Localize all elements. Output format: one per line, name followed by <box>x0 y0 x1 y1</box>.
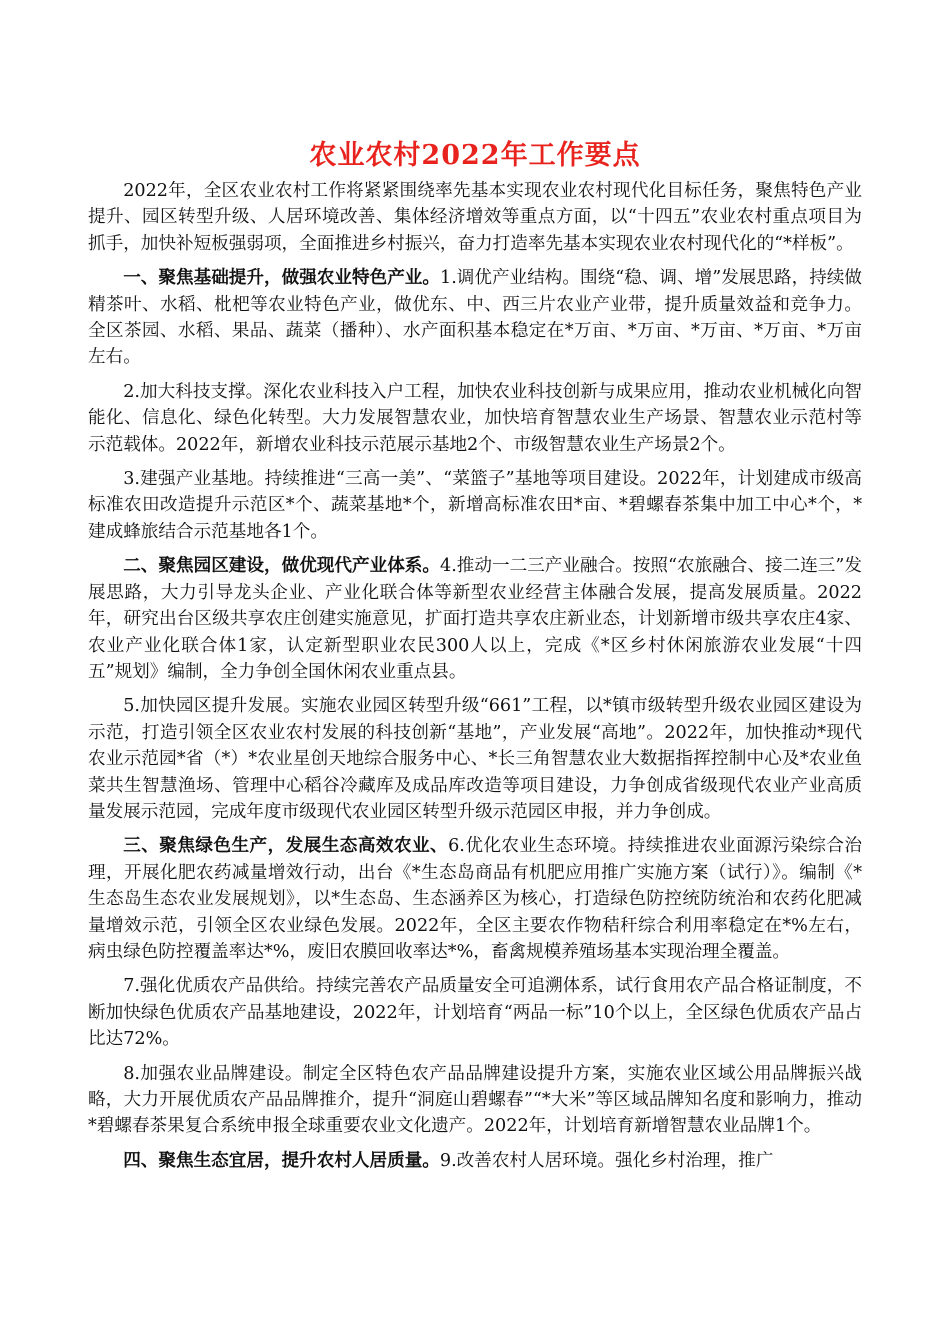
section-heading: 三、聚焦绿色生产，发展生态高效农业、 <box>123 836 449 857</box>
paragraph-item-7 <box>88 973 862 1052</box>
section-heading: 一、聚焦基础提升，做强农业特色产业。 <box>123 268 440 289</box>
section-heading: 四、聚焦生态宜居，提升农村人居质量。 <box>123 1150 440 1171</box>
paragraph-section-3 <box>88 833 862 965</box>
paragraph-item-3 <box>88 466 862 545</box>
paragraph-text: 2022年，全区农业农村工作将紧紧围绕率先基本实现农业农村现代化目标任务，聚焦特色产业提升、园区转型升级、人居环境改善、集体经济增效等重点方面，以“十四五”农业农村重点项目为抓手，加快补短板强弱项，全面推进乡村振兴，奋力打造率先基本实现农业农村现代化的“*样板”。 <box>88 181 862 254</box>
paragraph-section-2 <box>88 553 862 685</box>
paragraph-item-5 <box>88 693 862 825</box>
paragraph-text: 3.建强产业基地。持续推进“三高一美”、“菜篮子”基地等项目建设。2022年，计划建成市级高标准农田改造提升示范区*个、蔬菜基地*个，新增高标准农田*亩、*碧螺春茶集中加工中心*个，*建成蜂旅结合示范基地各1个。 <box>88 469 862 542</box>
paragraph-text: 7.强化优质农产品供给。持续完善农产品质量安全可追溯体系，试行食用农产品合格证制度，不断加快绿色优质农产品基地建设，2022年，计划培育“两品一标”10个以上，全区绿色优质农产品占比达72%。 <box>88 976 862 1050</box>
paragraph-intro <box>88 178 862 257</box>
paragraph-text: 8.加强农业品牌建设。制定全区特色农产品品牌建设提升方案，实施农业区域公用品牌振兴战略，大力开展优质农产品品牌推介，提升“洞庭山碧螺春”“*大米”等区域品牌知名度和影响力，推动*碧螺春茶果复合系统申报全球重要农业文化遗产。2022年，计划培育新增智慧农业品牌1个。 <box>88 1063 862 1137</box>
paragraph-section-4 <box>88 1148 862 1174</box>
paragraph-text: 6.优化农业生态环境。持续推进农业面源污染综合治理，开展化肥农药减量增效行动，出台《*生态岛商品有机肥应用推广实施方案（试行）》。编制《*生态岛生态农业发展规划》，以*生态岛、生态涵养区为核心，打造绿色防控统防统治和农药化肥减量增效示范，引领全区农业绿色发展。2022年，全区主要农作物秸秆综合利用率稳定在*%左右，病虫绿色防控覆盖率达*%，废旧农膜回收率达*%，畜禽规模养殖场基本实现治理全覆盖。 <box>88 836 862 962</box>
paragraph-text: 4.推动一二三产业融合。按照“农旅融合、接二连三”发展思路，大力引导龙头企业、产业化联合体等新型农业经营主体融合发展，提高发展质量。2022年，研究出台区级共享农庄创建实施意见，扩面打造共享农庄新业态，计划新增市级共享农庄4家、农业产业化联合体1家，认定新型职业农民300人以上，完成《*区乡村休闲旅游农业发展“十四五”规划》编制，全力争创全国休闲农业重点县。 <box>88 556 862 682</box>
paragraph-text: 2.加大科技支撑。深化农业科技入户工程，加快农业科技创新与成果应用，推动农业机械化向智能化、信息化、绿色化转型。大力发展智慧农业，加快培育智慧农业生产场景、智慧农业示范村等示范载体。2022年，新增农业科技示范展示基地2个、市级智慧农业生产场景2个。 <box>88 381 862 455</box>
paragraph-text: 5.加快园区提升发展。实施农业园区转型升级“661”工程，以*镇市级转型升级农业园区建设为示范，打造引领全区农业农村发展的科技创新“基地”，产业发展“高地”。2022年，加快推动*现代农业示范园*省（*）*农业星创天地综合服务中心、*长三角智慧农业大数据指挥控制中心及*农业鱼菜共生智慧渔场、管理中心稻谷冷藏库及成品库改造等项目建设，力争创成省级现代农业产业高质量发展示范园，完成年度市级现代农业园区转型升级示范园区申报，并力争创成。 <box>88 696 862 822</box>
document-body <box>88 178 862 1182</box>
paragraph-item-2 <box>88 379 862 458</box>
section-heading: 二、聚焦园区建设，做优现代产业体系。 <box>123 556 440 577</box>
paragraph-text: 9.改善农村人居环境。强化乡村治理，推广 <box>439 1150 774 1171</box>
paragraph-section-1 <box>88 265 862 371</box>
paragraph-item-8 <box>88 1061 862 1140</box>
paragraph-text: 1.调优产业结构。围绕“稳、调、增”发展思路，持续做精茶叶、水稻、枇杷等农业特色产业，做优东、中、西三片农业产业带，提升质量效益和竞争力。全区茶园、水稻、果品、蔬菜（播种）、水产面积基本稳定在*万亩、*万亩、*万亩、*万亩、*万亩左右。 <box>88 268 862 368</box>
document-title: 农业农村2022年工作要点 <box>309 140 641 171</box>
